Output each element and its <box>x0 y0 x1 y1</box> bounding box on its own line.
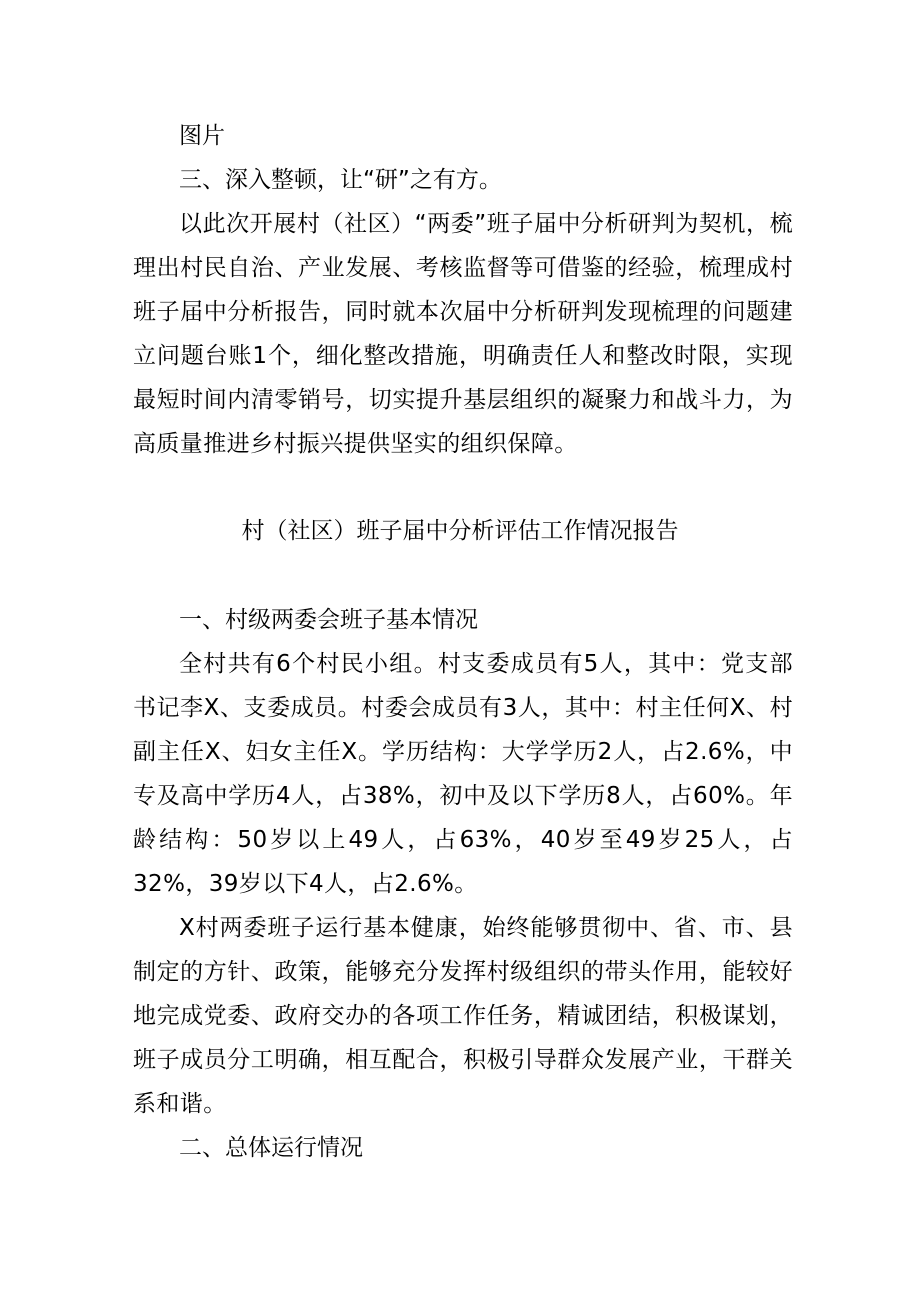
section-1-heading: 一、村级两委会班子基本情况 <box>179 607 478 633</box>
section-1-paragraph-2: X村两委班子运行基本健康，始终能够贯彻中、省、市、县制定的方针、政策，能够充分发挥村级组织的带头作用，能较好地完成党委、政府交办的各项工作任务，精诚团结，积极谋划，班子成员分工明确，相互配合，积极引导群众发展产业，干群关系和谐。 <box>133 915 793 1117</box>
image-placeholder-label: 图片 <box>179 123 225 149</box>
report-title: 村（社区）班子届中分析评估工作情况报告 <box>241 518 679 544</box>
section-2-heading: 二、总体运行情况 <box>179 1135 363 1161</box>
section-3-paragraph: 以此次开展村（社区）“两委”班子届中分析研判为契机，梳理出村民自治、产业发展、考核监督等可借鉴的经验，梳理成村班子届中分析报告，同时就本次届中分析研判发现梳理的问题建立问题台账1个，细化整改措施，明确责任人和整改时限，实现最短时间内清零销号，切实提升基层组织的凝聚力和战斗力，为高质量推进乡村振兴提供坚实的组织保障。 <box>133 211 793 457</box>
section-1-paragraph-1: 全村共有6个村民小组。村支委成员有5人，其中：党支部书记李X、支委成员。村委会成员有3人，其中：村主任何X、村副主任X、妇女主任X。学历结构：大学学历2人，占2.6%，中专及高中学历4人，占38%，初中及以下学历8人，占60%。年龄结构：50岁以上49人，占63%，40岁至49岁25人，占32%，39岁以下4人，占2.6%。 <box>133 651 793 897</box>
section-3-heading: 三、深入整顿，让“研”之有方。 <box>179 167 502 193</box>
